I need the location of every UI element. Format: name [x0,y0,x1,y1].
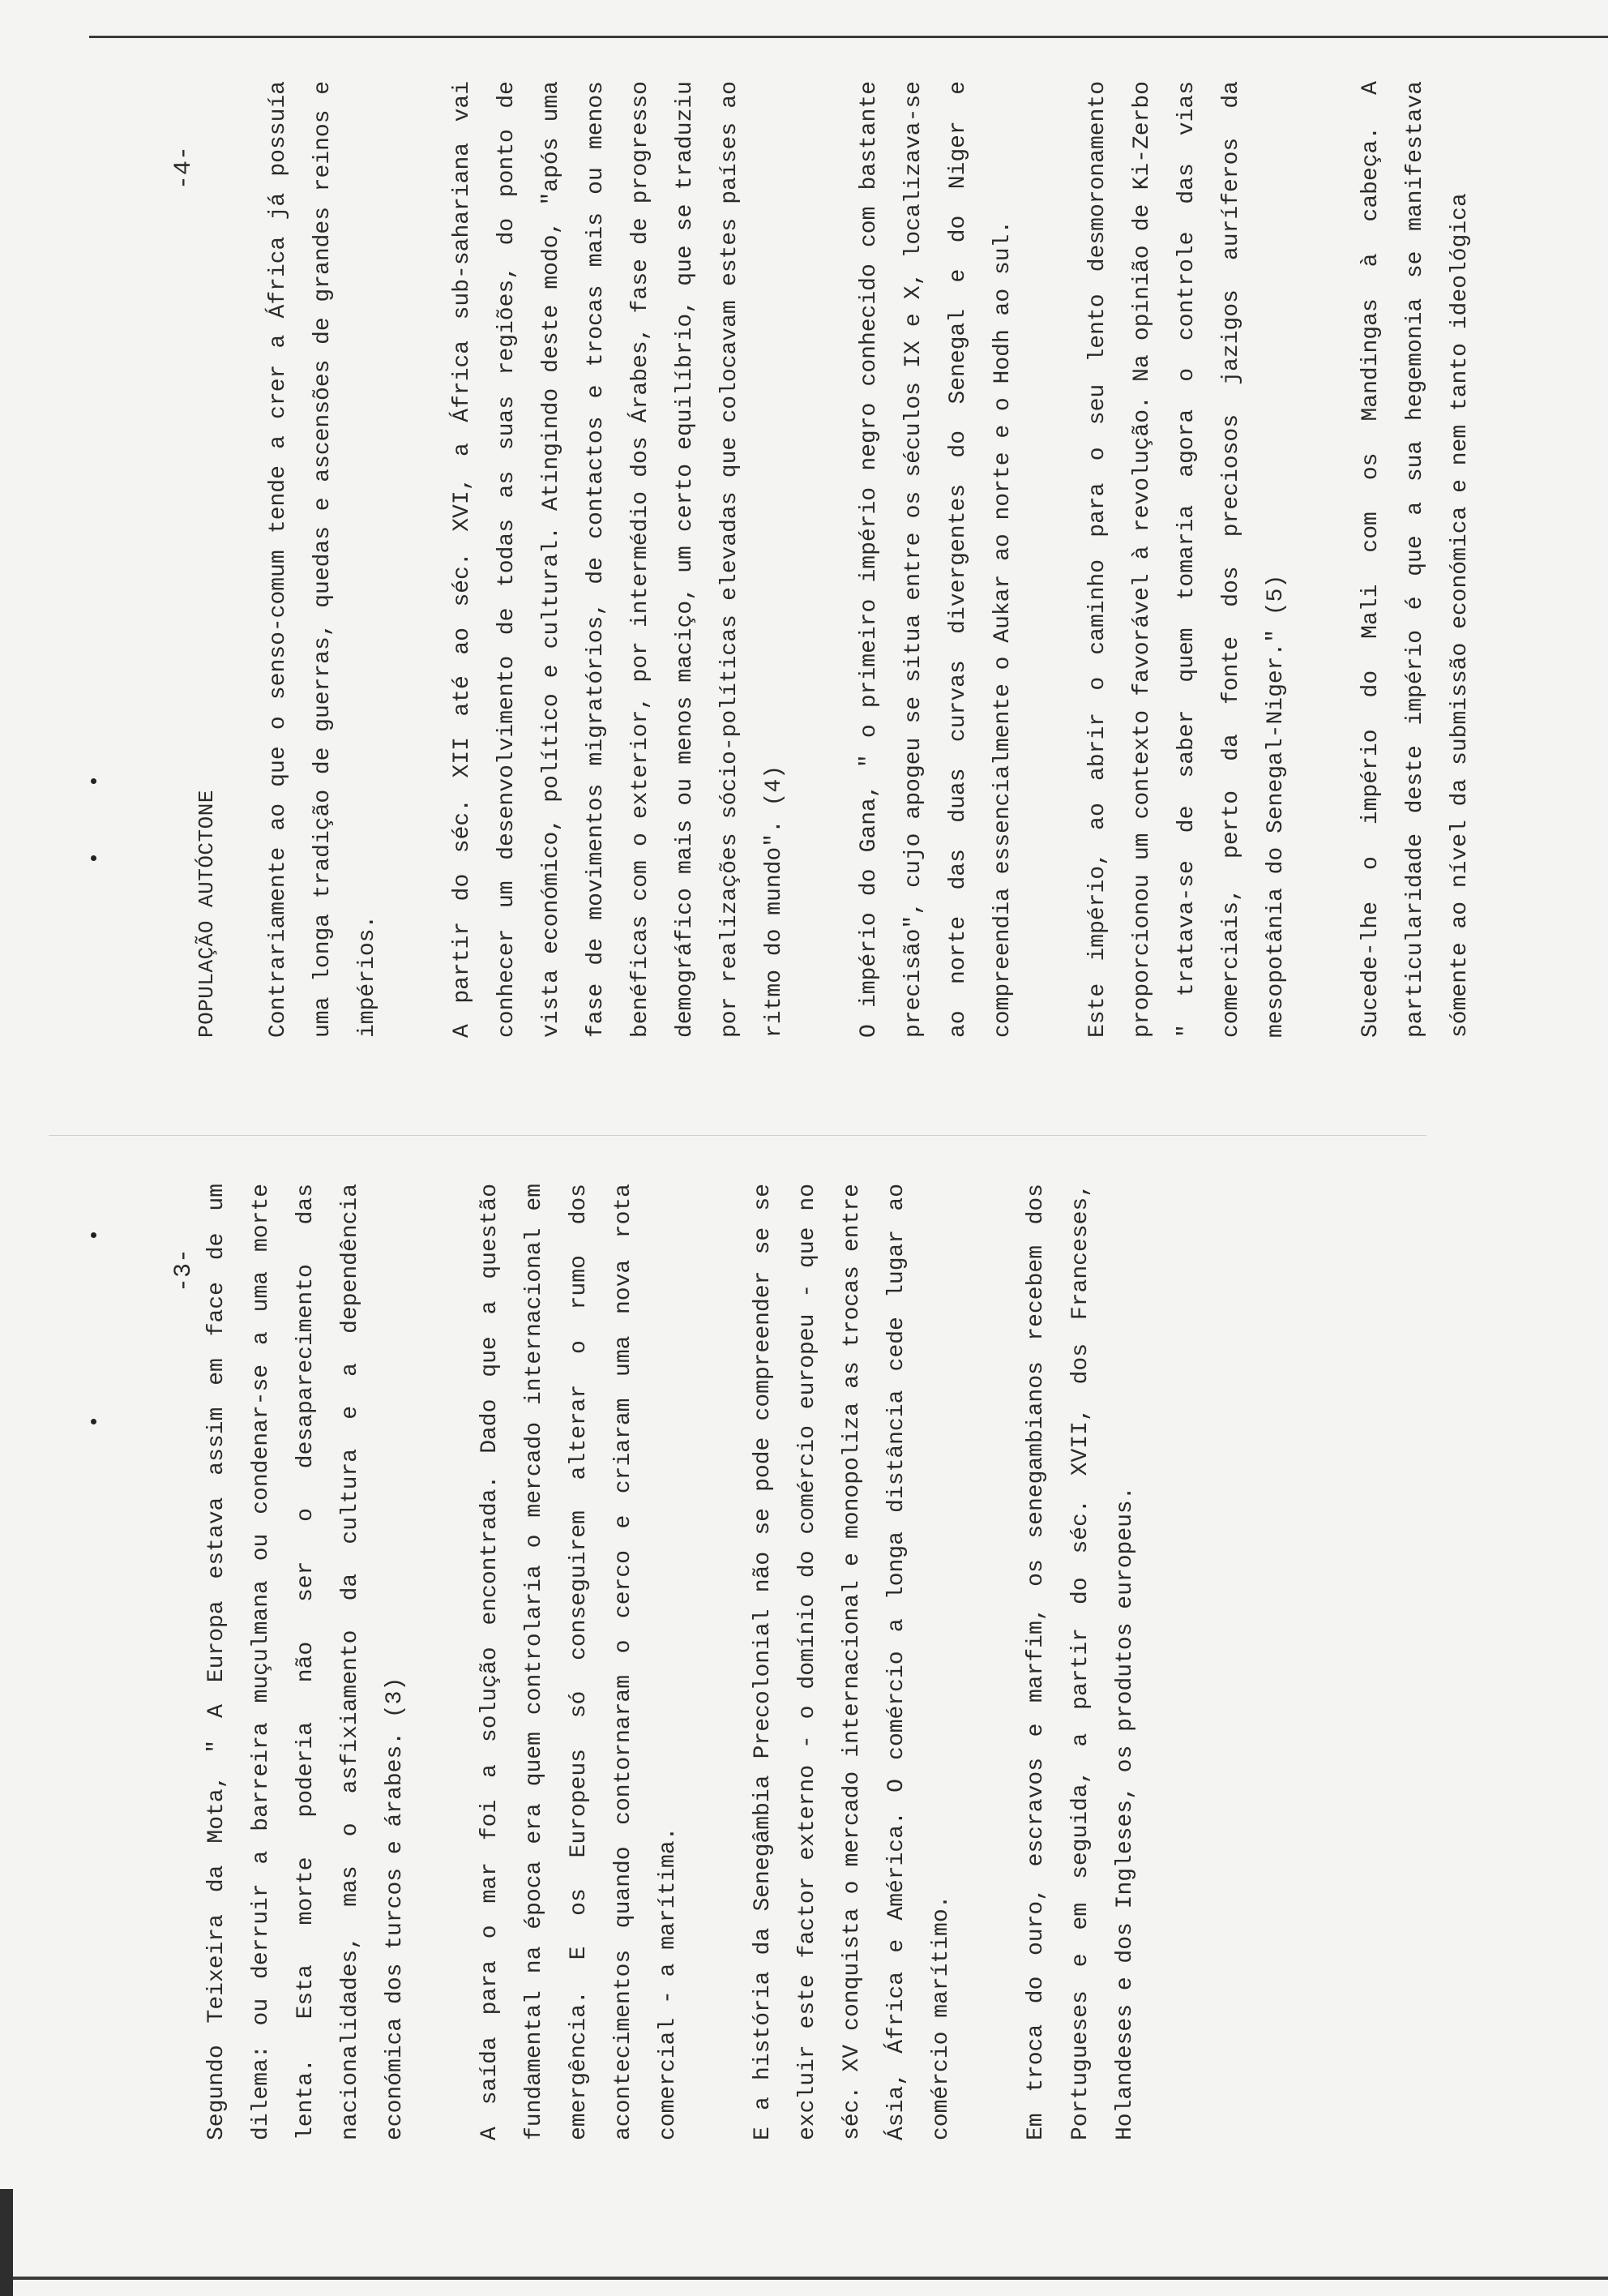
paragraph: A saída para o mar foi a solução encontrada. Dado que a questão fundamental na época era quem controlaria o mercado internacional em emergência. E os Europeus só conseguirem alterar o rumo dos acontecimentos quando contornaram o cerco e criaram uma nova rota comercial - a marítima. [477,1184,681,2140]
binder-hole-mark [91,855,96,861]
binder-hole-mark [91,1232,96,1238]
page-number: -4- [170,146,198,191]
paragraph: O império do Gana, " o primeiro império negro conhecido com bastante precisão", cujo apogeu se situa entre os séculos IX e X, localizava-se ao norte das duas curvas divergentes do Senegal e do Niger e compreendia essencialmente o Aukar ao norte e o Hodh ao sul. [857,81,1016,1038]
page-3 [170,1184,1138,2140]
paragraph: Em troca do ouro, escravos e marfim, os senegambianos recebem dos Portugueses e em seguida, a partir do séc. XVII, dos Franceses, Holandeses e dos Ingleses, os produtos europeus. [1024,1184,1138,2140]
page-fold-divider [49,1135,1426,1136]
paragraph: Segundo Teixeira da Mota, " A Europa estava assim em face de um dilema: ou derruir a barreira muçulmana ou condenar-se a uma morte lenta. Esta morte poderia não ser o desaparecimento das nacionalidades, mas o asfixiamento da cultura e a dependência económica dos turcos e árabes. (3) [204,1184,408,2140]
paragraph: A partir do séc. XII até ao séc. XVI, a África sub-sahariana vai conhecer um desenvolvimento de todas as suas regiões, do ponto de vista económico, político e cultural. Atingindo deste modo, "após uma fase de movimentos migratórios, de contactos e trocas mais ou menos benéficas com o exterior, por intermédio dos Árabes, fase de progresso demográfico mais ou menos maciço, um certo equilíbrio, que se traduziu por realizações sócio-políticas elevadas que colocavam estes países ao ritmo do mundo". (4) [450,81,787,1038]
page-number: -3- [170,1249,198,1293]
paragraph: Este império, ao abrir o caminho para o seu lento desmoronamento proporcionou um contexto favorável à revolução. Na opinião de Ki-Zerbo " tratava-se de saber quem tomaria agora o controle das vias comerciais, perto da fonte dos preciosos jazigos auríferos da mesopotânia do Senegal-Niger." (5) [1085,81,1289,1038]
section-title: POPULAÇÃO AUTÓCTONE [195,790,219,1038]
paragraph: E a história da Senegâmbia Precolonial não se pode compreender se se excluir este factor externo - o domínio do comércio europeu - que no séc. XV conquista o mercado internacional e monopoliza as trocas entre Ásia, África e América. O comércio a longa distância cede lugar ao comércio marítimo. [751,1184,954,2140]
scan-edge-mark [0,2189,13,2296]
paragraph: Sucede-lhe o império do Mali com os Mandingas à cabeça. A particularidade deste império é que a sua hegemonia se manifestava sómente ao nível da submissão económica e nem tanto ideológica [1358,81,1473,1038]
top-scan-rule [89,36,1608,38]
paragraph: Contrariamente ao que o senso-comum tende a crer a África já possuía uma longa tradição de guerras, quedas e ascensões de grandes reinos e impérios. [266,81,380,1038]
page-4 [170,81,1473,1038]
binder-hole-mark [91,778,96,784]
bottom-scan-rule [0,2277,1608,2280]
binder-hole-mark [91,1419,96,1424]
